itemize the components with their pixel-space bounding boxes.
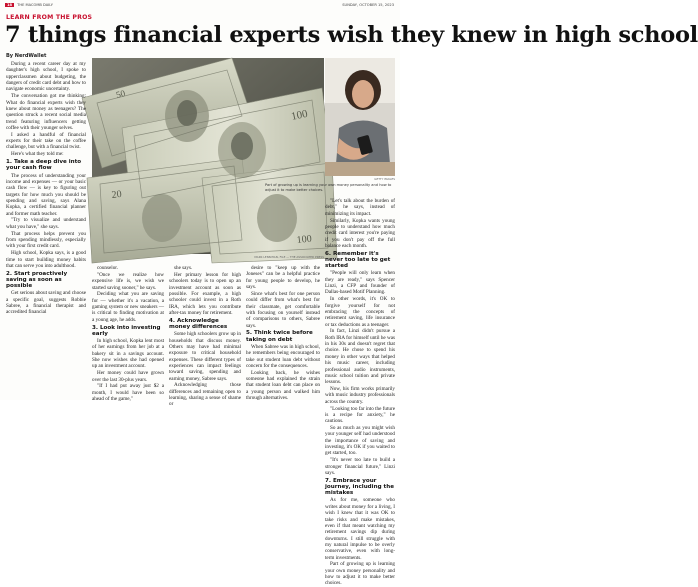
article-column-4 xyxy=(246,265,320,402)
article-column-2 xyxy=(92,265,164,403)
body-paragraph: When Sabree was in high school, he remembers being encouraged to take out student loan debt without concern for the consequences. xyxy=(246,343,320,369)
headline: 7 things financial experts wish they knew in high school xyxy=(5,22,698,48)
article-column-3 xyxy=(169,265,241,408)
section-heading: 5. Think twice before taking on debt xyxy=(246,330,313,343)
money-photo xyxy=(92,58,324,254)
folio-left xyxy=(5,3,53,7)
svg-text:100: 100 xyxy=(296,233,313,246)
body-paragraph: Some high schoolers grow up in households that discuss money. Others may have had minimal exposure to critical household expenses. These different types of experiences can impact feelings toward saving, spending and earning money, Sabree says. xyxy=(169,331,241,382)
body-paragraph: Similarly, Kopka wants young people to understand how much credit card interest you're paying if you don't pay off the full balance each month. xyxy=(325,217,395,249)
person-photo-image xyxy=(325,58,395,176)
svg-text:50: 50 xyxy=(114,87,127,100)
body-paragraph: So as much as you might wish your younger self had understood the importance of saving and investing, it's OK if you waited to get started, too. xyxy=(325,425,395,457)
body-paragraph: In fact, Linzi didn't pursue a Roth IRA for himself until he was in his 30s and doesn't regret that choice. He chose to spend his money in other ways that helped his music career, including professional audio instruments, music school tuition and private lessons. xyxy=(325,328,395,386)
body-paragraph: "It's never too late to build a stronger financial future," Linzi says. xyxy=(325,457,395,477)
body-paragraph: Now, his firm works primarily with music industry professionals across the country. xyxy=(325,386,395,405)
svg-text:20: 20 xyxy=(111,188,123,201)
body-paragraph: Looking back, he wishes someone had explained the strain that student loan debt can place on a young person and walked him through alternatives. xyxy=(246,369,320,402)
section-heading: 2. Start proactively saving as soon as possible xyxy=(6,270,68,290)
body-paragraph: That process helps prevent you from spending mindlessly, especially with your first credit card. xyxy=(6,230,86,250)
side-photo-credit: GETTY IMAGES xyxy=(374,177,395,181)
body-paragraph: As for me, someone who writes about money for a living, I wish I knew that it was OK to take risks and make mistakes, even if that meant watching my retirement savings dip during downturns. I still struggle with my natural impulse to be overly conservative, even with long-term investments. xyxy=(325,497,395,561)
body-paragraph: In high school, Kopka lent most of her earnings from her job at a bakery sit in a savings account. She now wishes she had opened up an investment account. xyxy=(92,338,164,370)
body-paragraph: "People will only learn when they are ready," says Spencer Linzi, a CFP and founder of Dallas-based Motif Planning. xyxy=(325,270,395,296)
person-photo xyxy=(325,58,395,176)
publication-name: THE MACOMB DAILY xyxy=(17,3,53,7)
byline: By NerdWallet xyxy=(6,53,47,59)
body-paragraph: Acknowledging those differences and remaining open to learning, sharing a sense of shame or xyxy=(169,382,241,408)
money-photo-image xyxy=(92,58,324,254)
body-paragraph: "Looking too far into the future is a recipe for anxiety," he cautions. xyxy=(325,405,395,425)
body-paragraph: The process of understanding your income and expenses — or your basic cash flow — is key to figuring out targets for how much you should be spending and saving, says Alana Kopka, a certified financial planner and former math teacher. xyxy=(6,172,86,217)
body-paragraph: desire to "keep up with the Joneses" can be a helpful practice for young people to develop, he says. xyxy=(246,265,320,291)
body-paragraph: she says. xyxy=(174,265,193,271)
body-paragraph: "Once we realize how expensive life is, we wish we started saving sooner," he says. xyxy=(92,271,164,291)
body-paragraph: Her primary lesson for high schoolers today is to open up an investment account as soon as possible. For example, a high schooler could invest in a Roth IRA, which lets you contribute after-tax money for retirement. xyxy=(169,271,241,316)
body-paragraph: Deciding what you are saving for — whether it's a vacation, a gaming system or new sneakers — is critical to finding motivation at a young age, he adds. xyxy=(92,291,164,323)
folio-date: SUNDAY, OCTOBER 15, 2023 xyxy=(342,3,394,7)
body-paragraph: I asked a handful of financial experts for their take on the coffee challenge, but with a financial twist. xyxy=(6,131,86,151)
body-paragraph: Here's what they told me: xyxy=(11,151,64,158)
page-number: 18 xyxy=(7,3,13,7)
body-paragraph: High school, Kopka says, is a good time to start building money habits that can serve you into adulthood. xyxy=(6,250,86,269)
section-heading: 7. Embrace your journey, including the mistakes xyxy=(325,477,394,497)
main-photo-credit: MARK LENNIHAN, FILE — THE ASSOCIATED PRESS xyxy=(254,255,324,259)
section-heading: 1. Take a deep dive into your cash flow xyxy=(6,159,82,172)
section-heading: 6. Remember it's never too late to get started xyxy=(325,250,391,270)
body-paragraph: Her money could have grown over the last 30-plus years. xyxy=(92,370,164,383)
body-paragraph: In other words, it's OK to forgive yourself for not embracing the concepts of retirement saving, life insurance or tax deductions as a teenager. xyxy=(325,296,395,328)
body-paragraph: counselor. xyxy=(97,265,118,271)
side-photo-caption: Part of growing up is learning your own money personality and how to adjust it to make better choices. xyxy=(265,183,392,192)
body-paragraph: Since what's best for one person could differ from what's best for their classmate, get comfortable with focusing on yourself instead of comparisons to others, Sabree says. xyxy=(246,290,320,329)
svg-text:100: 100 xyxy=(290,107,309,123)
body-paragraph: The conversation got me thinking: What do financial experts wish they knew about money as teenagers? The question struck a recent social media trend featuring influencers getting coffee with their younger selves. xyxy=(6,93,86,131)
body-paragraph: Get serious about saving and choose a specific goal, suggests Robbie Sabree, a financial therapist and accredited financial xyxy=(6,290,86,316)
article-column-5 xyxy=(325,198,395,587)
section-kicker: LEARN FROM THE PROS xyxy=(6,14,93,21)
article-column-1 xyxy=(6,61,86,397)
body-paragraph: "If I had put away just $2 a month, I would have been so ahead of the game," xyxy=(92,383,164,403)
body-paragraph: During a recent career day at my daughter's high school, I spoke to upperclassmen about budgeting, the dangers of credit card debt and how to navigate economic uncertainty. xyxy=(6,61,86,93)
section-heading: 3. Look into investing early xyxy=(92,324,161,337)
body-paragraph: Part of growing up is learning your own money personality and how to adjust it to make better choices. xyxy=(325,561,395,587)
section-heading: 4. Acknowledge money differences xyxy=(169,317,228,330)
body-paragraph: "Try to visualize and understand what you have," she says. xyxy=(6,217,86,230)
body-paragraph: "Let's talk about the burden of debt," he says, instead of minimizing its impact. xyxy=(325,198,395,217)
